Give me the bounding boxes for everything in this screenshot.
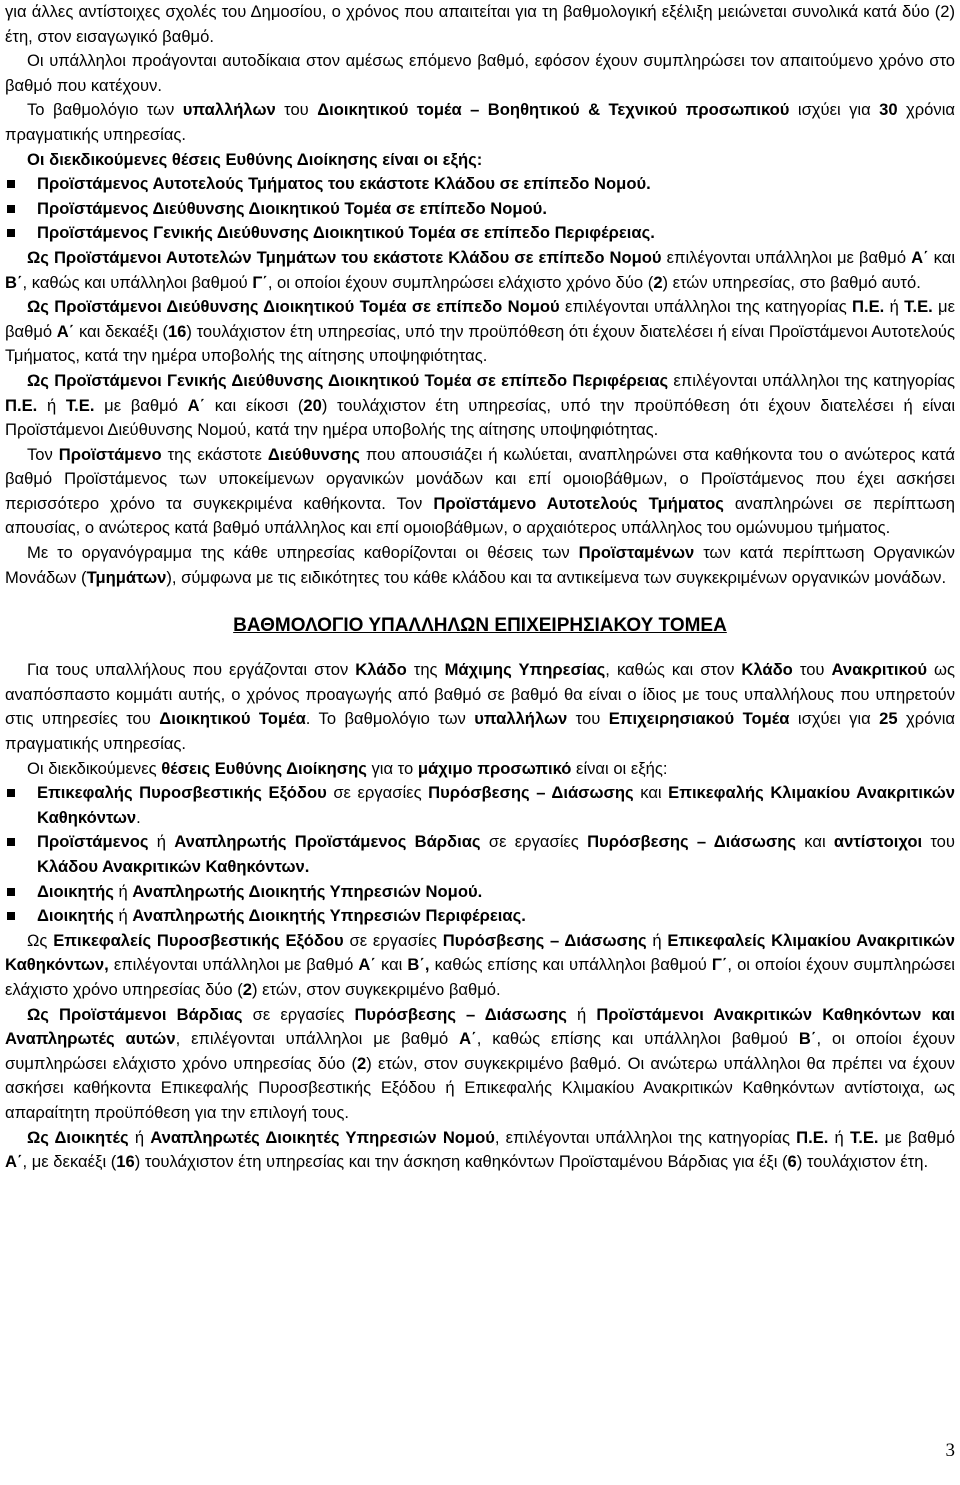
paragraph: [5, 541, 955, 590]
bold-text-run: 25: [879, 709, 898, 729]
bold-text-run: Γ΄: [711, 955, 728, 975]
text-run: επιλέγονται υπάλληλοι με βαθμό: [661, 247, 912, 267]
text-run: ή: [113, 906, 133, 926]
bold-text-run: Αναπληρωτής Διοικητής Υπηρεσιών Νομού.: [132, 881, 483, 901]
bold-text-run: Π.Ε.: [5, 395, 38, 415]
paragraph: [5, 369, 955, 443]
bold-text-run: Α΄: [459, 1029, 477, 1049]
text-run: .: [136, 807, 141, 827]
paragraph: [5, 0, 955, 49]
text-run: και είκοσι (: [205, 395, 304, 415]
text-run: που απουσιάζει ή κωλύεται, αναπληρώνει στα καθήκοντα του ο ανώτερος κατά βαθμό Προϊστάμενος των υποκείμενων οργανικών μονάδων και επί ομοιοβάθμων, ο Προϊστάμενος που έχει ασκήσει περισσότερο χρόνο τα συγκεκριμένα καθήκοντα. Τον: [5, 444, 955, 513]
paragraph: [5, 246, 955, 295]
bold-text-run: Ως Προϊστάμενοι Αυτοτελών Τμημάτων του εκάστοτε Κλάδου σε επίπεδο Νομού: [27, 247, 662, 267]
bold-text-run: Επικεφαλής Πυροσβεστικής Εξόδου: [37, 783, 327, 803]
text-run: και: [928, 247, 956, 267]
text-run: σε εργασίες: [242, 1004, 355, 1024]
bold-text-run: Α΄: [5, 1152, 23, 1172]
text-run: για άλλες αντίστοιχες σχολές του Δημοσίου, ο χρόνος που απαιτείται για τη βαθμολογική εξέλιξη μειώνεται συνολικά κατά δύο (2) έτη, στον εισαγωγικό βαθμό.: [5, 2, 955, 46]
text-run: , επιλέγονται υπάλληλοι με βαθμό: [175, 1029, 460, 1049]
text-run: και: [633, 783, 669, 803]
text-run: σε εργασίες: [343, 930, 443, 950]
bold-text-run: Επικεφαλής Κλιμακίου Ανακριτικών Καθηκόντων: [37, 783, 955, 827]
text-run: του: [275, 100, 318, 120]
bold-text-run: Β΄,: [407, 955, 430, 975]
text-run: , καθώς επίσης και υπάλληλοι βαθμού: [476, 1029, 799, 1049]
text-run: ) ετών, στον συγκεκριμένο βαθμό.: [251, 979, 501, 999]
text-run: , οι οποίοι έχουν συμπληρώσει ελάχιστο χρόνο δύο (: [267, 272, 654, 292]
text-run: ή: [37, 395, 66, 415]
bold-text-run: Διοικητής: [37, 906, 114, 926]
bold-text-run: Π.Ε.: [796, 1127, 829, 1147]
text-run: χρόνια πραγματικής υπηρεσίας.: [5, 100, 955, 144]
bold-text-run: Αναπληρωτές Διοικητές Υπηρεσιών Νομού: [150, 1127, 495, 1147]
bold-text-run: αντίστοιχοι: [833, 832, 923, 852]
bold-text-run: Κλάδο: [355, 660, 407, 680]
bold-text-run: 30: [879, 100, 898, 120]
text-run: ισχύει για: [789, 709, 880, 729]
bold-text-run: Γ΄: [252, 272, 268, 292]
text-run: του: [567, 709, 609, 729]
text-run: ή: [148, 832, 175, 852]
bold-text-run: Τ.Ε.: [65, 395, 95, 415]
page-content: [5, 0, 955, 1175]
bold-text-run: Μάχιμης Υπηρεσίας: [444, 660, 606, 680]
operational-positions-list: [5, 781, 955, 929]
text-run: , καθώς και υπάλληλοι βαθμού: [22, 272, 253, 292]
bold-text-run: Ως Προϊστάμενοι Γενικής Διεύθυνσης Διοικητικού Τομέα σε επίπεδο Περιφέρειας: [27, 370, 669, 390]
text-run: αναπληρώνει σε περίπτωση απουσίας, ο ανώτερος κατά βαθμό υπάλληλος και επί ομοιοβάθμων, ο αρχαιότερος υπάλληλος του ομώνυμου τμήματος.: [5, 493, 956, 538]
section-heading: ΒΑΘΜΟΛΟΓΙΟ ΥΠΑΛΛΗΛΩΝ ΕΠΙΧΕΙΡΗΣΙΑΚΟΥ ΤΟΜΕΑ: [233, 615, 727, 637]
bold-text-run: Διεύθυνσης: [267, 444, 360, 464]
bold-text-run: Διοικητικού Τομέα: [159, 709, 306, 729]
text-run: επιλέγονται υπάλληλοι με βαθμό: [108, 955, 359, 975]
text-run: ) ετών, στον συγκεκριμένο βαθμό. Οι ανώτερω υπάλληλοι θα πρέπει να έχουν ασκήσει καθήκοντα Επικεφαλής Πυροσβεστικής Εξόδου ή Επικεφαλής Κλιμακίου Ανακριτικών Καθηκόντων αντίστοιχα, ως απαραίτητη προϋπόθεση για την επιλογή τους.: [5, 1053, 955, 1122]
bold-text-run: 6: [787, 1152, 797, 1172]
bold-text-run: Τμημάτων: [86, 567, 167, 587]
bold-text-run: θέσεις Ευθύνης Διοίκησης: [161, 758, 367, 778]
management-positions-list: [5, 172, 955, 246]
text-run: της: [406, 660, 445, 680]
text-run: ή: [828, 1127, 850, 1147]
bold-text-run: 2: [653, 272, 663, 292]
list-item: Προϊστάμενος Διεύθυνσης Διοικητικού Τομέα σε επίπεδο Νομού.: [5, 197, 955, 222]
text-run: , οι οποίοι έχουν συμπληρώσει ελάχιστο χρόνο υπηρεσίας δύο (: [5, 955, 955, 999]
bold-text-run: Προϊστάμενοι Ανακριτικών Καθηκόντων και Αναπληρωτές αυτών: [5, 1004, 955, 1049]
text-run: της εκάστοτε: [161, 444, 268, 464]
text-run: ή: [884, 297, 905, 317]
text-run: και: [795, 832, 834, 852]
text-run: χρόνια πραγματικής υπηρεσίας.: [5, 709, 955, 754]
bold-text-run: Ως Προϊστάμενοι Διεύθυνσης Διοικητικού Τομέα σε επίπεδο Νομού: [27, 297, 560, 317]
paragraph: [5, 98, 955, 147]
bold-text-run: Κλάδο: [741, 660, 793, 680]
bold-text-run: Επικεφαλείς Κλιμακίου Ανακριτικών Καθηκόντων,: [5, 930, 955, 975]
text-run: , οι οποίοι έχουν συμπληρώσει ελάχιστο χρόνο υπηρεσίας δύο (: [5, 1029, 955, 1073]
text-run: καθώς επίσης και υπάλληλοι βαθμού: [429, 955, 712, 975]
bold-text-run: Προϊστάμενο: [58, 444, 162, 464]
bold-text-run: Προϊσταμένων: [578, 543, 695, 563]
paragraph: [5, 1003, 955, 1126]
text-run: Τον: [27, 444, 59, 464]
text-run: του: [792, 660, 832, 680]
text-run: και δεκαέξι (: [74, 321, 168, 341]
text-run: ) τουλάχιστον έτη υπηρεσίας, υπό την προϋπόθεση ότι έχουν διατελέσει ή είναι Προϊστάμενοι Αυτοτελούς Τμήματος, κατά την ημέρα υποβολής της αίτησης υποψηφιότητας.: [5, 321, 955, 366]
bold-text-run: Προϊστάμενο Αυτοτελούς Τμήματος: [433, 493, 724, 513]
text-run: Οι διεκδικούμενες: [27, 758, 162, 778]
bold-text-run: Οι διεκδικούμενες θέσεις Ευθύνης Διοίκησης είναι οι εξής:: [27, 149, 483, 169]
paragraph: [5, 658, 955, 756]
bold-text-run: Κλάδου Ανακριτικών Καθηκόντων.: [37, 857, 310, 876]
bold-text-run: υπαλλήλων: [474, 709, 568, 729]
list-item: Προϊστάμενος Αυτοτελούς Τμήματος του εκάστοτε Κλάδου σε επίπεδο Νομού.: [5, 172, 955, 197]
bold-text-run: 2: [357, 1053, 367, 1073]
bold-text-run: Ανακριτικού: [831, 660, 927, 680]
list-item: [5, 781, 955, 830]
text-run: του: [922, 832, 955, 852]
bold-text-run: μάχιμο προσωπικό: [417, 758, 572, 778]
text-run: για το: [366, 758, 418, 778]
paragraph: [5, 295, 955, 369]
bold-text-run: 2: [242, 979, 252, 999]
text-run: Για τους υπαλλήλους που εργάζονται στον: [27, 660, 356, 680]
bold-text-run: υπαλλήλων: [182, 100, 276, 120]
bold-text-run: Α΄: [187, 395, 206, 415]
bold-text-run: Β΄: [5, 272, 23, 292]
text-run: σε εργασίες: [326, 783, 429, 803]
text-run: είναι οι εξής:: [571, 758, 668, 778]
bold-text-run: Αναπληρωτής Προϊστάμενος Βάρδιας: [174, 832, 481, 852]
text-run: , με δεκαέξι (: [22, 1152, 117, 1172]
paragraph: [5, 49, 955, 98]
paragraph: [5, 757, 955, 782]
list-item: Προϊστάμενος Γενικής Διεύθυνσης Διοικητικού Τομέα σε επίπεδο Περιφέρειας.: [5, 221, 955, 246]
text-run: ) τουλάχιστον έτη υπηρεσίας και την άσκηση καθηκόντων Προϊσταμένου Βάρδιας για έξι (: [134, 1152, 788, 1172]
text-run: ) ετών υπηρεσίας, στο βαθμό αυτό.: [662, 272, 921, 292]
text-run: Οι υπάλληλοι προάγονται αυτοδίκαια στον αμέσως επόμενο βαθμό, εφόσον έχουν συμπληρώσει τον απαιτούμενο χρόνο στο βαθμό που κατέχουν.: [5, 51, 955, 95]
text-run: ως αναπόσπαστο κομμάτι αυτής, ο χρόνος προαγωγής από βαθμό σε βαθμό θα είναι ο ίδιος με τους υπαλλήλους που υπηρετούν στις υπηρεσίες του: [5, 660, 955, 729]
list-item: [5, 880, 955, 905]
bold-text-run: Τ.Ε.: [904, 297, 933, 317]
bold-text-run: Ως Διοικητές: [27, 1127, 129, 1147]
text-run: με βαθμό: [94, 395, 188, 415]
text-run: επιλέγονται υπάλληλοι της κατηγορίας: [668, 370, 956, 390]
text-run: Ως: [27, 930, 54, 950]
text-run: των κατά περίπτωση Οργανικών Μονάδων (: [5, 543, 955, 587]
text-run: επιλέγονται υπάλληλοι της κατηγορίας: [559, 297, 853, 317]
bold-text-run: Β΄: [798, 1029, 817, 1049]
text-run: Με το οργανόγραμμα της κάθε υπηρεσίας καθορίζονται οι θέσεις των: [27, 543, 579, 563]
text-run: και: [375, 955, 408, 975]
bold-text-run: Πυρόσβεσης – Διάσωσης: [428, 783, 634, 803]
list-item: [5, 904, 955, 929]
bold-text-run: 16: [116, 1152, 135, 1172]
text-run: , καθώς και στον: [605, 660, 742, 680]
text-run: σε εργασίες: [480, 832, 588, 852]
bold-text-run: Πυρόσβεσης – Διάσωσης: [442, 930, 647, 950]
paragraph: [5, 443, 955, 541]
bold-text-run: Προϊστάμενος: [37, 832, 149, 852]
bold-text-run: Διοικητής: [37, 881, 114, 901]
text-run: ) τουλάχιστον έτη υπηρεσίας, υπό την προϋπόθεση ότι έχουν διατελέσει ή είναι Προϊστάμενοι Διεύθυνσης Νομού, κατά την ημέρα υποβολής της αίτησης υποψηφιότητας.: [5, 395, 956, 440]
bold-text-run: Επιχειρησιακού Τομέα: [608, 709, 790, 729]
paragraph: [5, 148, 955, 173]
text-run: ή: [646, 930, 668, 950]
bold-text-run: Τ.Ε.: [849, 1127, 879, 1147]
paragraph: [5, 929, 955, 1003]
bold-text-run: Α΄: [911, 247, 929, 267]
list-item: [5, 830, 955, 879]
text-run: με βαθμό: [878, 1127, 955, 1147]
text-run: . Το βαθμολόγιο των: [305, 709, 475, 729]
bold-text-run: Ως Προϊστάμενοι Βάρδιας: [27, 1004, 243, 1024]
bold-text-run: Πυρόσβεσης – Διάσωσης: [354, 1004, 567, 1024]
text-run: με βαθμό: [5, 297, 956, 341]
text-run: Το βαθμολόγιο των: [27, 100, 183, 120]
bold-text-run: 20: [303, 395, 322, 415]
text-run: ή: [566, 1004, 597, 1024]
bold-text-run: Π.Ε.: [852, 297, 885, 317]
text-run: , επιλέγονται υπάλληλοι της κατηγορίας: [494, 1127, 797, 1147]
bold-text-run: Α΄: [56, 321, 75, 341]
bold-text-run: 16: [167, 321, 187, 341]
bold-text-run: Πυρόσβεσης – Διάσωσης: [587, 832, 796, 852]
text-run: ) τουλάχιστον έτη.: [796, 1152, 929, 1172]
page-number: 3: [945, 1440, 955, 1461]
paragraph: [5, 1126, 955, 1175]
text-run: ισχύει για: [789, 100, 880, 120]
text-run: ή: [113, 881, 133, 901]
bold-text-run: Διοικητικού τομέα – Βοηθητικού & Τεχνικού προσωπικού: [317, 100, 790, 120]
text-run: ), σύμφωνα με τις ειδικότητες του κάθε κλάδου και τα αντικείμενα των συγκεκριμένων οργανικών μονάδων.: [166, 567, 947, 587]
bold-text-run: Α΄: [358, 955, 376, 975]
text-run: ή: [128, 1127, 151, 1147]
bold-text-run: Επικεφαλείς Πυροσβεστικής Εξόδου: [53, 930, 344, 950]
bold-text-run: Αναπληρωτής Διοικητής Υπηρεσιών Περιφέρειας.: [132, 906, 526, 926]
